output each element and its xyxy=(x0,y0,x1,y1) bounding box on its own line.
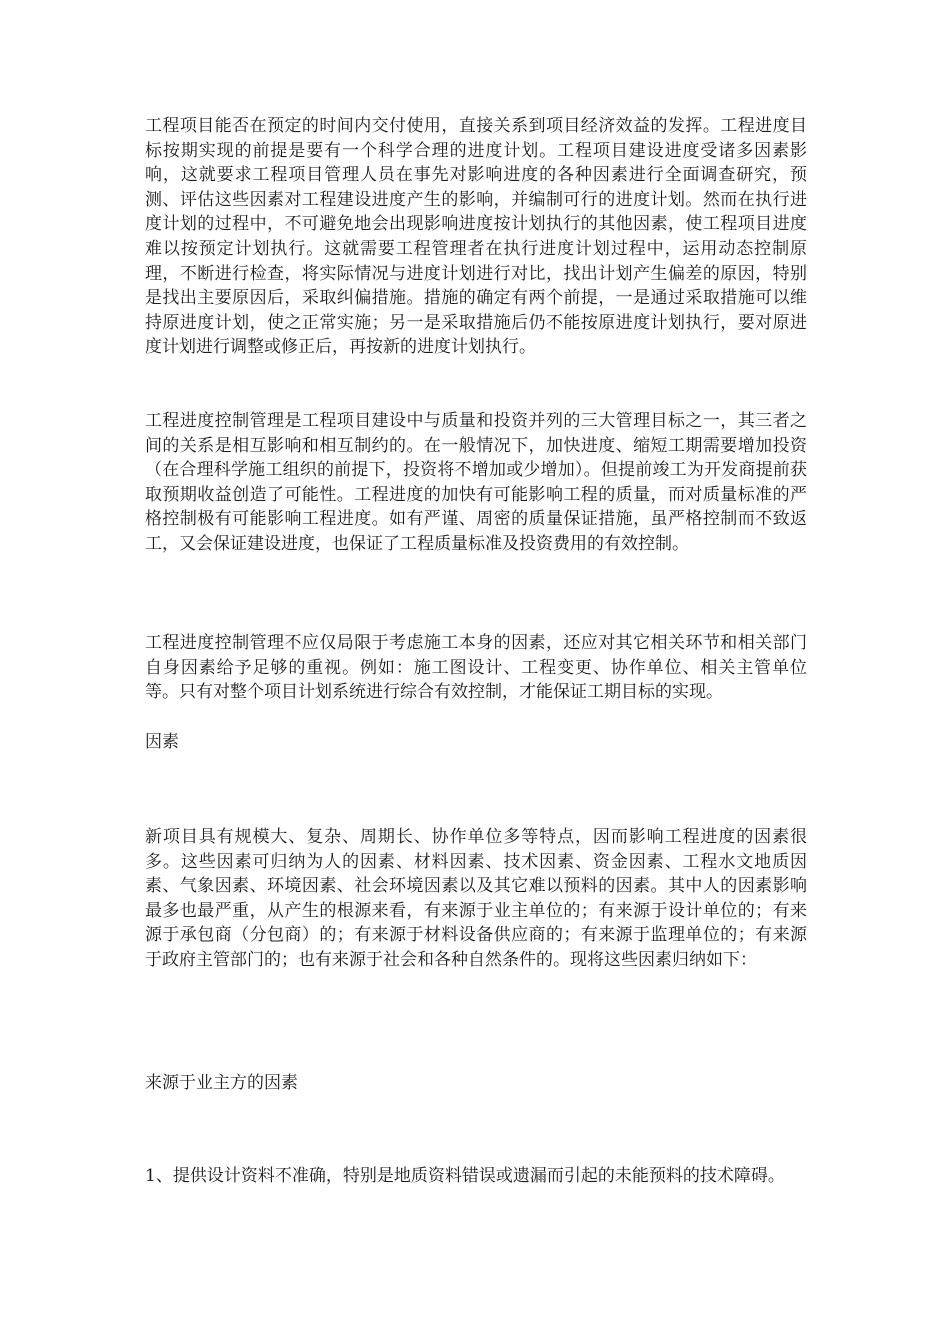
body-paragraph: 工程进度控制管理是工程项目建设中与质量和投资并列的三大管理目标之一，其三者之间的关系是相互影响和相互制约的。在一般情况下，加快进度、缩短工期需要增加投资（在合理科学施工组织的前提下，投资将不增加或少增加）。但提前竣工为开发商提前获取预期收益创造了可能性。工程进度的加快有可能影响工程的质量，而对质量标准的严格控制极有可能影响工程进度。如有严谨、周密的质量保证措施，虽严格控制而不致返工，又会保证建设进度，也保证了工程质量标准及投资费用的有效控制。 xyxy=(145,411,807,554)
section-heading: 因素 xyxy=(145,732,179,752)
body-paragraph: 新项目具有规模大、复杂、周期长、协作单位多等特点，因而影响工程进度的因素很多。这些因素可归纳为人的因素、材料因素、技术因素、资金因素、工程水文地质因素、气象因素、环境因素、社会环境因素以及其它难以预料的因素。其中人的因素影响最多也最严重，从产生的根源来看，有来源于业主单位的；有来源于设计单位的；有来源于承包商（分包商）的；有来源于材料设备供应商的；有来源于监理单位的；有来源于政府主管部门的；也有来源于社会和各种自然条件的。现将这些因素归纳如下： xyxy=(145,827,807,970)
section-heading: 来源于业主方的因素 xyxy=(145,1073,298,1093)
list-item: 1、提供设计资料不准确，特别是地质资料错误或遗漏而引起的未能预料的技术障碍。 xyxy=(145,1166,785,1186)
body-paragraph: 工程项目能否在预定的时间内交付使用，直接关系到项目经济效益的发挥。工程进度目标按期实现的前提是要有一个科学合理的进度计划。工程项目建设进度受诸多因素影响，这就要求工程项目管理人员在事先对影响进度的各种因素进行全面调查研究，预测、评估这些因素对工程建设进度产生的影响，并编制可行的进度计划。然而在执行进度计划的过程中，不可避免地会出现影响进度按计划执行的其他因素，使工程项目进度难以按预定计划执行。这就需要工程管理者在执行进度计划过程中，运用动态控制原理，不断进行检查，将实际情况与进度计划进行对比，找出计划产生偏差的原因，特别是找出主要原因后，采取纠偏措施。措施的确定有两个前提，一是通过采取措施可以维持原进度计划，使之正常实施；另一是采取措施后仍不能按原进度计划执行，要对原进度计划进行调整或修正后，再按新的进度计划执行。 xyxy=(145,116,807,358)
body-paragraph: 工程进度控制管理不应仅局限于考虑施工本身的因素，还应对其它相关环节和相关部门自身因素给予足够的重视。例如：施工图设计、工程变更、协作单位、相关主管单位等。只有对整个项目计划系统进行综合有效控制，才能保证工期目标的实现。 xyxy=(145,633,807,703)
